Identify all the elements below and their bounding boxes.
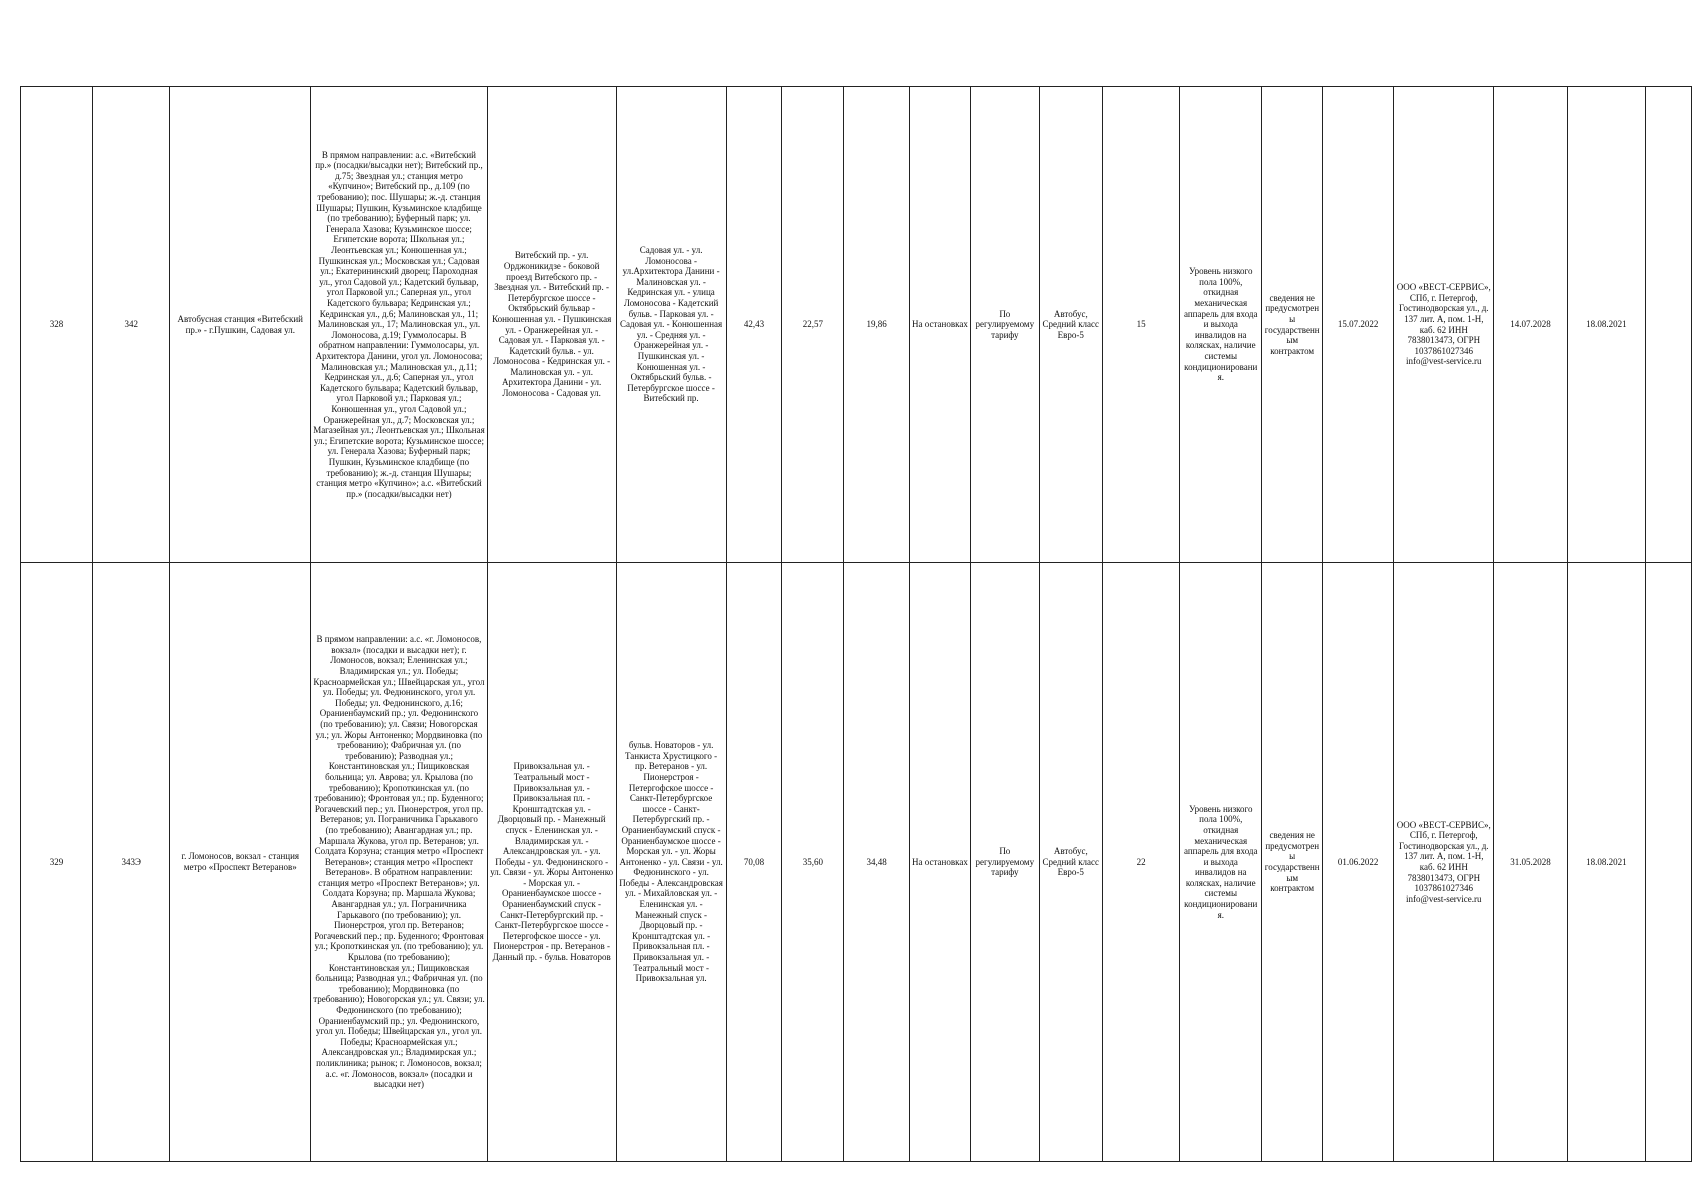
vehicle-count-cell: 15 xyxy=(1102,87,1179,563)
vehicle-class-cell: Автобус, Средний класс Евро-5 xyxy=(1039,87,1102,563)
contract-info-cell: сведения не предусмотрены государственным контрактом xyxy=(1262,87,1323,563)
start-date-cell: 01.06.2022 xyxy=(1323,563,1394,1162)
table-row xyxy=(21,87,1692,563)
routes-register-table xyxy=(20,86,1692,1162)
boarding-order-cell: На остановках xyxy=(909,563,970,1162)
stops-list-cell: В прямом направлении: а.с. «г. Ломоносов, вокзал» (посадки и высадки нет); г. Ломоносов, вокзал; Еленинская ул.; Владимирская ул.; ул. Победы; Красноармейская ул.; Швейцарская ул., угол ул. Победы; ул. Федюнинского, угол ул. Победы; ул. Федюнинского, д.16; Ораниенбаумский пр.; ул. Федюнинского (по требованию); ул. Связи; Новогорская ул.; ул. Жоры Антоненко; Мордвиновка (по требованию); Фабричная ул. (по требованию); Разводная ул.; Константиновская ул.; Пищиковская больница; ул. Аврова; ул. Крылова (по требованию); Кропоткинская ул. (по требованию); Фронтовая ул.; пр. Буденного; Рогачевский пер.; ул. Пионерстроя, угол пр. Ветеранов; ул. Пограничника Гарькавого (по требованию); Авангардная ул.; пр. Маршала Жукова, угол пр. Ветеранов; ул. Солдата Корзуна; станция метро «Проспект Ветеранов»; станция метро «Проспект Ветеранов». В обратном направлении: станция метро «Проспект Ветеранов»; ул. Солдата Корзуна; пр. Маршала Жукова; Авангардная ул.; ул. Пограничника Гарькавого (по требованию); ул. Пионерстроя, угол пр. Ветеранов; Рогачевский пер.; пр. Буденного; Фронтовая ул.; Кропоткинская ул. (по требованию); ул. Крылова (по требованию); Константиновская ул.; Пищиковская больница; Разводная ул.; Фабричная ул. (по требованию); Мордвиновка (по требованию); Новогорская ул.; ул. Связи; ул. Федюнинского (по требованию); Ораниенбаумский пр.; ул. Федюнинского, угол ул. Победы; Швейцарская ул., угол ул. Победы; Красноармейская ул.; Александровская ул.; Владимирская ул.; поликлиника; рынок; г. Ломоносов, вокзал; а.с. «г. Ломоносов, вокзал» (посадки и высадки нет) xyxy=(311,563,488,1162)
table-row xyxy=(21,563,1692,1162)
extra-cell xyxy=(1646,563,1692,1162)
length-backward-cell: 34,48 xyxy=(844,563,909,1162)
route-number-cell: 343Э xyxy=(92,563,169,1162)
vehicle-class-cell: Автобус, Средний класс Евро-5 xyxy=(1039,563,1102,1162)
contract-info-cell: сведения не предусмотрены государственным контрактом xyxy=(1262,563,1323,1162)
streets-backward-cell: Садовая ул. - ул. Ломоносова - ул.Архитектора Данини - Малиновская ул. - Кедринская ул. - улица Ломоносова - Кадетский бульв. - Парковая ул. - Садовая ул. - Конюшенная ул. - Средняя ул. - Оранжерейная ул. - Пушкинская ул. - Конюшенная ул. - Октябрьский бульв. - Петербургское шоссе - Витебский пр. xyxy=(616,87,726,563)
vehicle-features-cell: Уровень низкого пола 100%, откидная механическая аппарель для входа и выхода инвалидов на колясках, наличие системы кондиционирования. xyxy=(1180,563,1262,1162)
length-forward-cell: 22,57 xyxy=(782,87,844,563)
tariff-cell: По регулируемому тарифу xyxy=(970,87,1039,563)
route-length-cell: 42,43 xyxy=(726,87,782,563)
tariff-cell: По регулируемому тарифу xyxy=(970,563,1039,1162)
extra-cell xyxy=(1646,87,1692,563)
boarding-order-cell: На остановках xyxy=(909,87,970,563)
carrier-cell: ООО «ВЕСТ-СЕРВИС», СПб, г. Петергоф, Гостинодворская ул., д. 137 лит. А, пом. 1-Н, каб. 62 ИНН 7838013473, ОГРН 1037861027346 info@vest-service.ru xyxy=(1394,87,1494,563)
route-number-cell: 342 xyxy=(92,87,169,563)
route-name-cell: г. Ломоносов, вокзал - станция метро «Проспект Ветеранов» xyxy=(170,563,311,1162)
end-date-cell: 14.07.2028 xyxy=(1494,87,1567,563)
streets-backward-cell: бульв. Новаторов - ул. Танкиста Хрустицкого - пр. Ветеранов - ул. Пионерстроя - Петергофское шоссе - Санкт-Петербургское шоссе - Санкт-Петербургский пр. - Ораниенбаумский спуск - Ораниенбаумское шоссе - Морская ул. - ул. Жоры Антоненко - ул. Связи - ул. Федюнинского - ул. Победы - Александровская ул. - Михайловская ул. - Еленинская ул. - Манежный спуск - Дворцовый пр. - Кронштадтская ул. - Привокзальная пл. - Привокзальная ул. - Театральный мост - Привокзальная ул. xyxy=(616,563,726,1162)
length-backward-cell: 19,86 xyxy=(844,87,909,563)
registry-number-cell: 328 xyxy=(21,87,93,563)
vehicle-count-cell: 22 xyxy=(1102,563,1179,1162)
registry-date-cell: 18.08.2021 xyxy=(1567,563,1646,1162)
route-length-cell: 70,08 xyxy=(726,563,782,1162)
registry-number-cell: 329 xyxy=(21,563,93,1162)
route-name-cell: Автобусная станция «Витебский пр.» - г.Пушкин, Садовая ул. xyxy=(170,87,311,563)
vehicle-features-cell: Уровень низкого пола 100%, откидная механическая аппарель для входа и выхода инвалидов на колясках, наличие системы кондиционирования. xyxy=(1180,87,1262,563)
end-date-cell: 31.05.2028 xyxy=(1494,563,1567,1162)
registry-date-cell: 18.08.2021 xyxy=(1567,87,1646,563)
streets-forward-cell: Витебский пр. - ул. Орджоникидзе - боковой проезд Витебского пр. - Звездная ул. - Витебский пр. - Петербургское шоссе - Октябрьский бульвар - Конюшенная ул. - Пушкинская ул. - Оранжерейная ул. - Садовая ул. - Парковая ул. - Кадетский бульв. - ул. Ломоносова - Кедринская ул. - Малиновская ул. - ул. Архитектора Данини - ул. Ломоносова - Садовая ул. xyxy=(487,87,616,563)
carrier-cell: ООО «ВЕСТ-СЕРВИС», СПб, г. Петергоф, Гостинодворская ул., д. 137 лит. А, пом. 1-Н, каб. 62 ИНН 7838013473, ОГРН 1037861027346 info@vest-service.ru xyxy=(1394,563,1494,1162)
stops-list-cell: В прямом направлении: а.с. «Витебский пр.» (посадки/высадки нет); Витебский пр., д.75; Звездная ул.; станция метро «Купчино»; Витебский пр., д.109 (по требованию); пос. Шушары; ж.-д. станция Шушары; Пушкин, Кузьминское кладбище (по требованию); Буферный парк; ул. Генерала Хазова; Кузьминское шоссе; Египетские ворота; Школьная ул.; Леонтьевская ул.; Конюшенная ул.; Пушкинская ул.; Московская ул.; Садовая ул.; Екатерининский дворец; Пароходная ул., угол Садовой ул.; Кадетский бульвар, угол Парковой ул.; Саперная ул., угол Кадетского бульвара; Кедринская ул.; Кедринская ул., д.6; Малиновская ул., 11; Малиновская ул., 17; Малиновская ул., ул. Ломоносова, д.19; Гуммолосары. В обратном направлении: Гуммолосары, ул. Архитектора Данини, угол ул. Ломоносова; Малиновская ул.; Малиновская ул., д.11; Кедринская ул., д.6; Саперная ул., угол Кадетского бульвара; Кадетский бульвар, угол Парковой ул.; Парковая ул.; Конюшенная ул., угол Садовой ул.; Оранжерейная ул., д.7; Московская ул.; Магазейная ул.; Леонтьевская ул.; Школьная ул.; Египетские ворота; Кузьминское шоссе; ул. Генерала Хазова; Буферный парк; Пушкин, Кузьминское кладбище (по требованию); ж.-д. станция Шушары; станция метро «Купчино»; а.с. «Витебский пр.» (посадки/высадки нет) xyxy=(311,87,488,563)
length-forward-cell: 35,60 xyxy=(782,563,844,1162)
streets-forward-cell: Привокзальная ул. - Театральный мост - Привокзальная ул. - Привокзальная пл. - Кронштадтская ул. - Дворцовый пр. - Манежный спуск - Еленинская ул. - Владимирская ул. - Александровская ул. - ул. Победы - ул. Федюнинского - ул. Связи - ул. Жоры Антоненко - Морская ул. - Ораниенбаумское шоссе - Ораниенбаумский спуск - Санкт-Петербургский пр. - Санкт-Петербургское шоссе - Петергофское шоссе - ул. Пионерстроя - пр. Ветеранов - Данный пр. - бульв. Новаторов xyxy=(487,563,616,1162)
start-date-cell: 15.07.2022 xyxy=(1323,87,1394,563)
